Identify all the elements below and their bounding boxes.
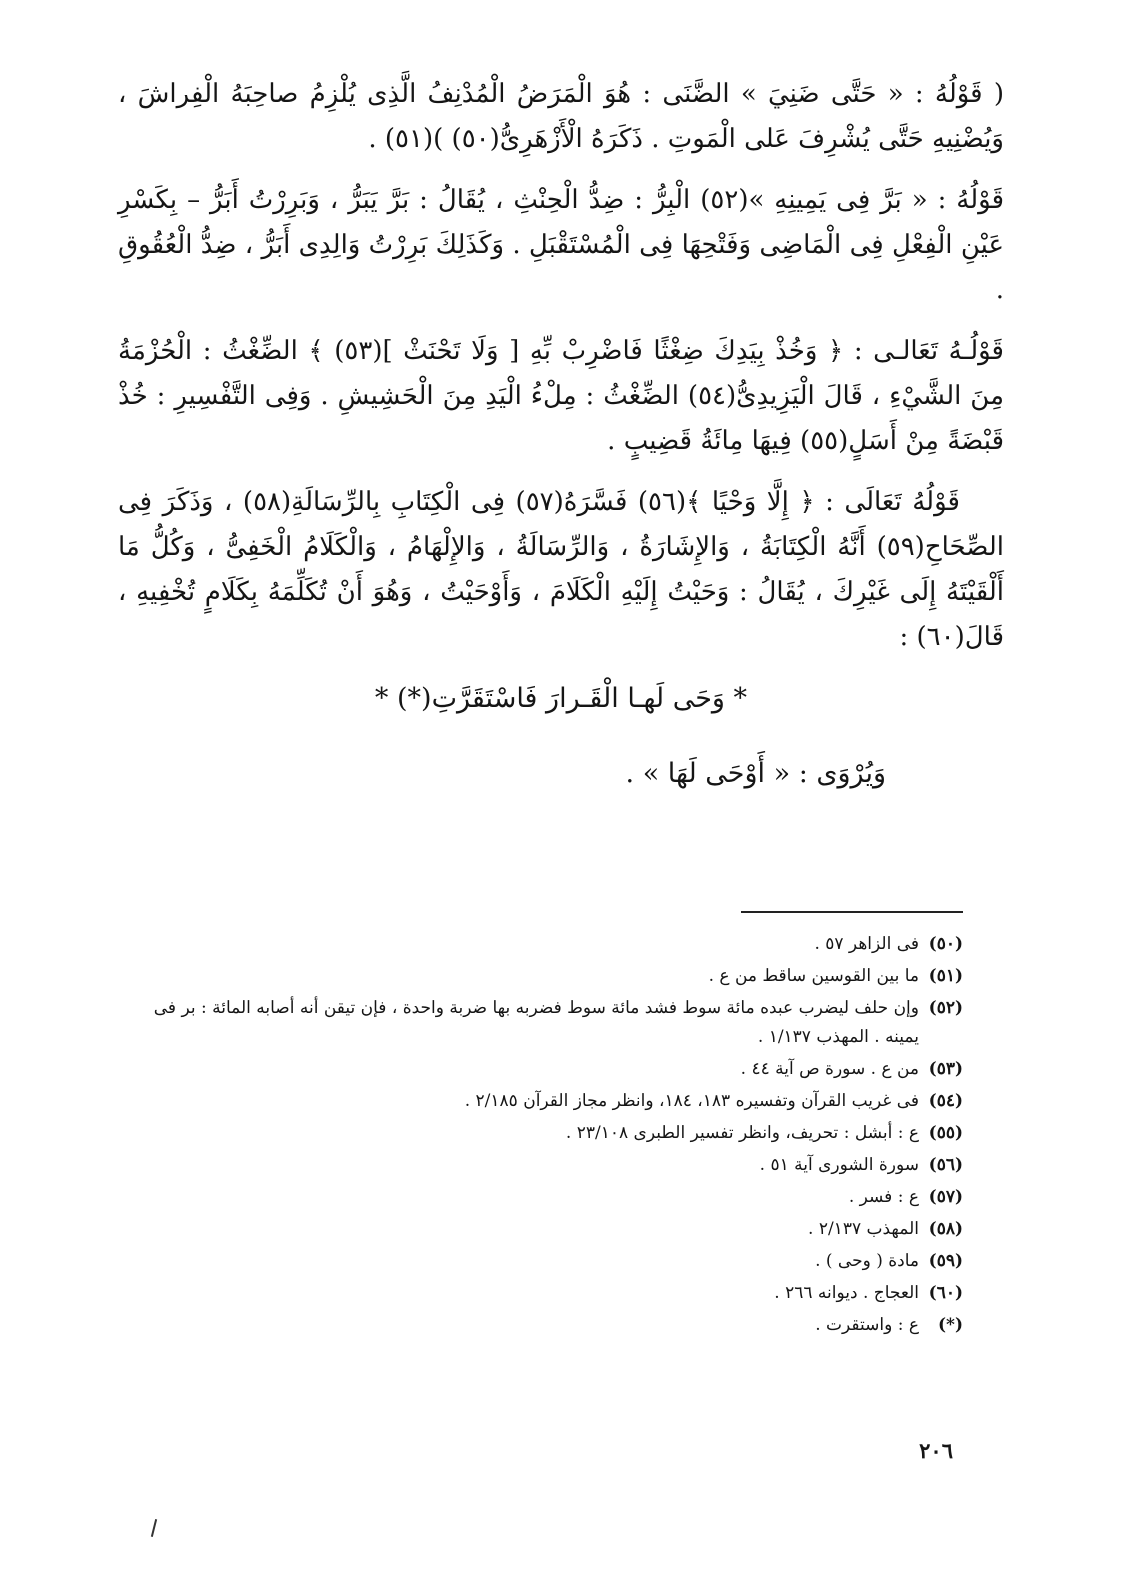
paragraph-dighth: قَوْلُـهُ تَعَالـى : ﴿ وَخُذْ بِيَدِكَ ضِغْثًا فَاضْرِبْ بِّهِ [ وَلَا تَحْنَثْ ](٥٣) ﴾ الضِّغْثُ : الْحُزْمَةُ مِنَ الشَّيْءِ ، قَالَ الْيَزِيدِىُّ(٥٤) الضِّغْثُ : مِلْءُ الْيَدِ مِنَ الْحَشِيشِ . وَفِى التَّفْسِيرِ : خُذْ قَبْضَةً مِنْ أَسَلٍ(٥٥) فِيهَا مِائَةُ قَضِيبٍ . xyxy=(118,336,1004,456)
pencil-mark xyxy=(151,1519,157,1537)
footnote-54 xyxy=(121,1087,963,1116)
footnote-number: (٥٢) xyxy=(928,998,963,1018)
footnote-number: (٥٧) xyxy=(928,1187,963,1207)
footnote-52 xyxy=(121,994,963,1052)
footnote-text: ما بين القوسين ساقط من ع . xyxy=(708,966,919,986)
page-number: ٢٠٦ xyxy=(919,1438,953,1463)
poetry-verse xyxy=(118,676,1004,721)
footnote-text: ع : أبشل : تحريف، وانظر تفسير الطبرى ٢٣/١٠٨ . xyxy=(565,1123,919,1143)
footnote-number: (٥٥) xyxy=(928,1123,963,1143)
footnote-50 xyxy=(121,930,963,959)
footnote-58 xyxy=(121,1215,963,1244)
paragraph-birr: قَوْلُهُ : « بَرَّ فِى يَمِينِهِ »(٥٢) الْبِرُّ : ضِدُّ الْحِنْثِ ، يُقَالُ : بَرَّ يَبَرُّ ، وَبَرِرْتُ أَبَرُّ – بِكَسْرِ عَيْنِ الْفِعْلِ فِى الْمَاضِى وَفَتْحِهَا فِى الْمُسْتَقْبَلِ . وَكَذَلِكَ بَرِرْتُ وَالِدِى أَبَرُّ ، ضِدُّ الْعُقُوقِ . xyxy=(118,185,1005,305)
footnotes xyxy=(121,930,963,1343)
footnote-number: (*) xyxy=(938,1315,963,1335)
footnote-text: مادة ( وحى ) . xyxy=(815,1251,919,1271)
footnote-60 xyxy=(121,1279,963,1308)
footnote-number: (٥١) xyxy=(928,966,963,986)
footnote-number: (٥٩) xyxy=(928,1251,963,1271)
footnote-text: فى الزاهر ٥٧ . xyxy=(814,934,919,954)
footnote-56 xyxy=(121,1151,963,1180)
footnote-number: (٥٨) xyxy=(928,1219,963,1239)
verse-line: * وَحَى لَهـا الْقَـرارَ فَاسْتَقَرَّتِ(*) * xyxy=(374,683,748,714)
alternate-reading: وَيُرْوَى : « أَوْحَى لَهَا » . xyxy=(625,758,886,789)
footnote-number: (٥٠) xyxy=(928,934,963,954)
paragraph-dana: ( قَوْلُهُ : « حَتَّى ضَنِيَ » الضَّنَى : هُوَ الْمَرَضُ الْمُدْنِفُ الَّذِى يُلْزِمُ صاحِبَهُ الْفِراشَ ، وَيُضْنِيهِ حَتَّى يُشْرِفَ عَلى الْمَوتِ . ذَكَرَهُ الْأَزْهَرِىُّ(٥٠) )(٥١) . xyxy=(118,79,1004,154)
footnote-text: ع : واستقرت . xyxy=(815,1315,919,1335)
paragraph-wahy: قَوْلُهُ تَعَالَى : ﴿ إِلَّا وَحْيًا ﴾(٥٦) فَسَّرَهُ(٥٧) فِى الْكِتَابِ بِالرِّسَالَةِ(٥٨) ، وَذَكَرَ فِى الصِّحَاحِ(٥٩) أَنَّهُ الْكِتَابَةُ ، وَالإِشَارَةُ ، وَالرِّسَالَةُ ، وَالإِلْهَامُ ، وَالْكَلَامُ الْخَفِىُّ ، وَكُلُّ مَا أَلْقَيْتَهُ إِلَى غَيْرِكَ ، يُقَالُ : وَحَيْتُ إِلَيْهِ الْكَلَامَ ، وَأَوْحَيْتُ ، وَهُوَ أَنْ تُكَلِّمَهُ بِكَلَامٍ تُخْفِيهِ ، قَالَ(٦٠) : xyxy=(118,487,1004,652)
footnote-number: (٥٦) xyxy=(928,1155,963,1175)
footnote-text: سورة الشورى آية ٥١ . xyxy=(759,1155,919,1175)
footnote-number: (٥٤) xyxy=(928,1091,963,1111)
footnote-text: ع : فسر . xyxy=(848,1187,919,1207)
footnote-51 xyxy=(121,962,963,991)
footnote-59 xyxy=(121,1247,963,1276)
footnote-star xyxy=(121,1311,963,1340)
footnote-text: فى غريب القرآن وتفسيره ١٨٣، ١٨٤، وانظر مجاز القرآن ٢/١٨٥ . xyxy=(464,1091,919,1111)
footnote-57 xyxy=(121,1183,963,1212)
footnote-text: من ع . سورة ص آية ٤٤ . xyxy=(740,1059,919,1079)
footnote-53 xyxy=(121,1055,963,1084)
footnote-text: وإن حلف ليضرب عبده مائة سوط فشد مائة سوط فضربه بها ضربة واحدة ، فإن تيقن أنه أصابه المائة : بر فى يمينه . المهذب ١/١٣٧ . xyxy=(153,998,919,1047)
footnote-55 xyxy=(121,1119,963,1148)
footnote-number: (٥٣) xyxy=(928,1059,963,1079)
footnote-text: العجاج . ديوانه ٢٦٦ . xyxy=(774,1283,919,1303)
footnote-separator xyxy=(741,911,963,913)
footnote-number: (٦٠) xyxy=(928,1283,963,1303)
footnote-text: المهذب ٢/١٣٧ . xyxy=(808,1219,919,1239)
main-text xyxy=(118,72,1004,796)
